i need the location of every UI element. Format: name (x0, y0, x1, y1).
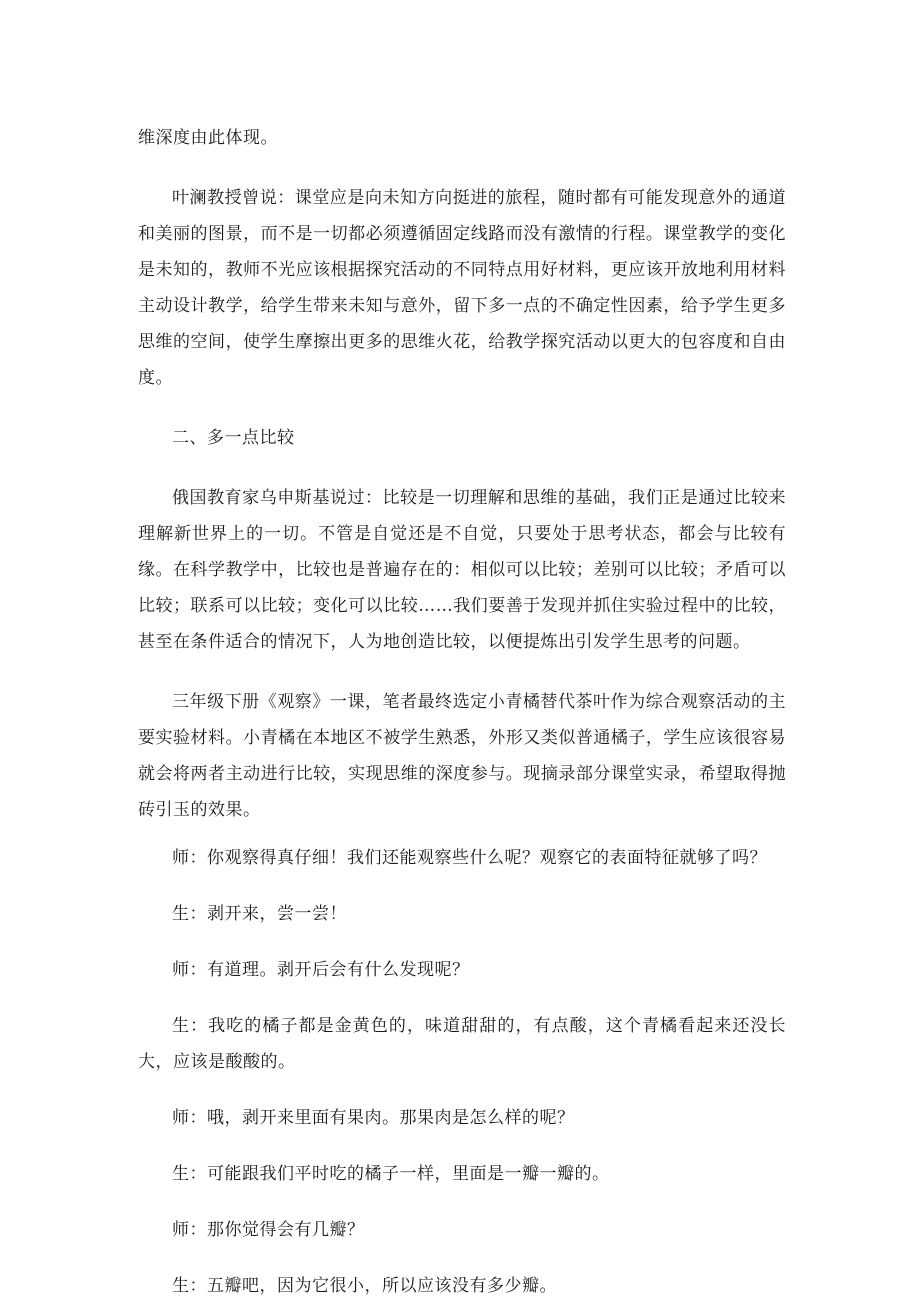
dialogue-line: 师：你观察得真仔细！我们还能观察些什么呢？观察它的表面特征就够了吗？ (172, 848, 767, 868)
dialogue-line: 师：那你觉得会有几瓣？ (172, 1220, 365, 1240)
dialogue-line: 生：五瓣吧，因为它很小，所以应该没有多少瓣。 (172, 1276, 557, 1296)
section-heading: 二、多一点比较 (172, 428, 295, 448)
paragraph-ushinsky-quote: 俄国教育家乌申斯基说过：比较是一切理解和思维的基础，我们正是通过比较来理解新世界上的一切。不管是自觉还是不自觉，只要处于思考状态，都会与比较有缘。在科学教学中，比较也是普遍存在的：相似可以比较；差别可以比较；矛盾可以比较；联系可以比较；变化可以比较……我们要善于发现并抓住实验过程中的比较，甚至在条件适合的情况下，人为地创造比较，以便提炼出引发学生思考的问题。 (138, 488, 786, 652)
paragraph-ye-lan-quote: 叶澜教授曾说：课堂应是向未知方向挺进的旅程，随时都有可能发现意外的通道和美丽的图景，而不是一切都必须遵循固定线路而没有激情的行程。课堂教学的变化是未知的，教师不光应该根据探究活动的不同特点用好材料，更应该开放地利用材料主动设计教学，给学生带来未知与意外，留下多一点的不确定性因素，给予学生更多思维的空间，使学生摩擦出更多的思维火花，给教学探究活动以更大的包容度和自由度。 (138, 188, 786, 388)
dialogue-line: 师：有道理。剥开后会有什么发现呢？ (172, 960, 470, 980)
dialogue-line: 生：可能跟我们平时吃的橘子一样，里面是一瓣一瓣的。 (172, 1164, 610, 1184)
dialogue-line: 生：剥开来，尝一尝！ (172, 904, 347, 924)
dialogue-line: 生：我吃的橘子都是金黄色的，味道甜甜的，有点酸，这个青橘看起来还没长大，应该是酸酸的。 (138, 1016, 786, 1072)
dialogue-line: 师：哦，剥开来里面有果肉。那果肉是怎么样的呢？ (172, 1108, 575, 1128)
paragraph-lesson-intro: 三年级下册《观察》一课，笔者最终选定小青橘替代茶叶作为综合观察活动的主要实验材料。小青橘在本地区不被学生熟悉，外形又类似普通橘子，学生应该很容易就会将两者主动进行比较，实现思维的深度参与。现摘录部分课堂实录，希望取得抛砖引玉的效果。 (138, 692, 786, 820)
document-page (138, 120, 786, 1304)
paragraph-continuation: 维深度由此体现。 (138, 128, 278, 148)
